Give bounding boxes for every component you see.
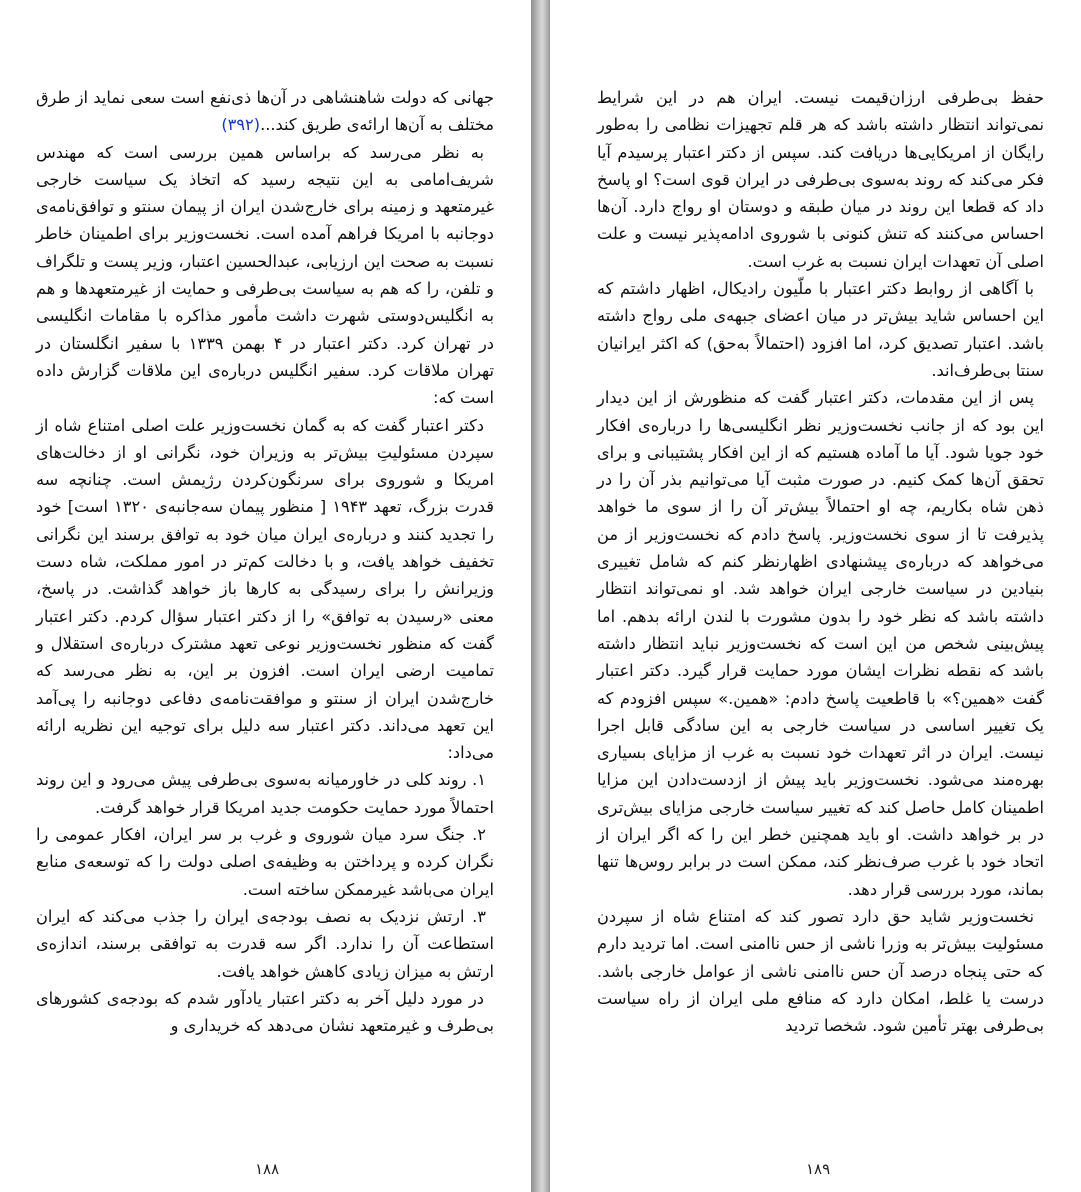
left-paragraph-1 [36, 84, 494, 139]
left-list-item-3: ۳. ارتش نزدیک به نصف بودجه‌ی ایران را جذب می‌کند که ایران استطاعت آن را ندارد. اگر سه قدرت به توافقی برسند، اندازه‌ی ارتش به میزان زیادی کاهش خواهد یافت. [36, 906, 494, 981]
left-paragraph-2: به نظر می‌رسد که براساس همین بررسی است که مهندس شریف‌امامی به این نتیجه رسید که اتخاذ یک سیاست خارجی غیرمتعهد و زمینه برای خارج‌شدن ایران از پیمان سنتو و توافق‌نامه‌ی دوجانبه با امریکا فراهم آمده است. نخست‌وزیر برای اطمینان خاطر نسبت به صحت این ارزیابی، عبدالحسین اعتبار، وزیر پست و تلگراف و تلفن، را که هم به سیاست بی‌طرفی و حمایت از غیرمتعهدها و هم به انگلیس‌دوستی شهرت داشت مأمور مذاکره با مقامات انگلیسی در تهران کرد. دکتر اعتبار در ۴ بهمن ۱۳۳۹ با سفیر انگلستان در تهران ملاقات کرد. سفیر انگلیس درباره‌ی این ملاقات گزارش داده است که: [36, 142, 495, 408]
left-page-number: ۱۸۸ [255, 1160, 280, 1178]
left-page [0, 0, 531, 1192]
left-list-item-1: ۱. روند کلی در خاورمیانه به‌سوی بی‌طرفی پیش می‌رود و این روند احتمالاً مورد حمایت حکومت جدید امریکا قرار خواهد گرفت. [36, 770, 494, 817]
left-page-text [36, 84, 494, 1039]
left-paragraph-7: در مورد دلیل آخر به دکتر اعتبار یادآور شدم که بودجه‌ی کشورهای بی‌طرف و غیرمتعهد نشان می‌دهد که خریداری و [36, 988, 494, 1036]
left-list-item-2: ۲. جنگ سرد میان شوروی و غرب بر سر ایران، افکار عمومی را نگران کرده و پرداختن به وظیفه‌ی اصلی دولت را که توسعه‌ی منابع ایران می‌باشد غیرممکن ساخته است. [36, 825, 494, 899]
right-paragraph-3: پس از این مقدمات، دکتر اعتبار گفت که منظورش از این دیدار این بود که از جانب نخست‌وزیر نظر انگلیسی‌ها را درباره‌ی افکار خود جویا شود. آیا ما آماده هستیم که از این افکار پشتیبانی و برای تحقق آن‌ها کمک کنیم. در صورت مثبت آیا می‌توانیم بذر آن را در ذهن شاه بکاریم، چه او احتمالاً بیش‌تر آن را از سوی ما خواهد پذیرفت تا از سوی نخست‌وزیر. پاسخ دادم که نخست‌وزیر از من می‌خواهد که درباره‌ی پیشنهادی اظهارنظر کنم که شامل تغییری بنیادین در سیاست خارجی ایران خواهد شد. او نمی‌تواند انتظار داشته باشد که نظر خود را بدون مشورت با لندن ارائه بدهم. اما پیش‌بینی شخص من این است که نخست‌وزیر نباید انتظار داشته باشد که نقطه نظرات ایشان مورد حمایت قرار گیرد. دکتر اعتبار گفت «همین؟» با قاطعیت پاسخ دادم: «همین.» سپس افزودم که یک تغییر اساسی در سیاست خارجی به این سادگی قابل اجرا نیست. ایران در اثر تعهدات خود نسبت به غرب از مزایای بسیاری بهره‌مند می‌شود. نخست‌وزیر باید پیش از ازدست‌دادن این مزایا اطمینان کامل حاصل کند که تغییر سیاست خارجی مزایای بیش‌تری در بر خواهد داشت. او باید همچنین خطر این را که اگر ایران از اتحاد خود با غرب صرف‌نظر کند، ممکن است در برابر روس‌ها تنها بماند، مورد بررسی قرار دهد. [597, 388, 1044, 899]
book-gutter [531, 0, 550, 1192]
left-paragraph-3: دکتر اعتبار گفت که به گمان نخست‌وزیر علت اصلی امتناع شاه از سپردن مسئولیتِ بیش‌تر به وزیران خود، نگرانی او از دخالت‌های امریکا و شوروی برای سرنگون‌کردن رژیمش است. چنانچه سه قدرت بزرگ، تعهد ۱۹۴۳ [ منظور پیمان سه‌جانبه‌ی ۱۳۲۰ است] خود را تجدید کنند و درباره‌ی ایران میان خود به توافق برسند این نگرانی تخفیف خواهد یافت، و با دخالت کم‌تر در امور مملکت، شاه دست وزیرانش را برای رسیدگی به کارها باز خواهد گذاشت. در پاسخ، معنی «رسیدن به توافق» را از دکتر اعتبار سؤال کردم. دکتر اعتبار گفت که منظور نخست‌وزیر نوعی تعهد مشترک درباره‌ی استقلال و تمامیت ارضی ایران است. افزون بر این، به نظر می‌رسد که خارج‌شدن ایران از سنتو و موافقت‌نامه‌ی دفاعی دوجانبه را پی‌آمد این تعهد می‌داند. دکتر اعتبار سه دلیل برای توجیه این نظریه ارائه می‌داد: [36, 415, 495, 763]
right-page-text [597, 84, 1044, 1039]
right-paragraph-1: حفظ بی‌طرفی ارزان‌قیمت نیست. ایران هم در این شرایط نمی‌تواند انتظار داشته باشد که هر قلم تجهیزات نظامی را به‌طور رایگان از امریکایی‌ها دریافت کند. سپس از دکتر اعتبار پرسیدم آیا فکر می‌کند که روند به‌سوی بی‌طرفی در ایران قوی است؟ او پاسخ داد که قطعا این روند در میان طبقه و دوستان او رواج دارد. آن‌ها احساس می‌کنند که تنش کنونی با شوروی ادامه‌پذیر نیست و علت اصلی آن تعهدات ایران نسبت به غرب است. [597, 88, 1044, 271]
right-paragraph-4: نخست‌وزیر شاید حق دارد تصور کند که امتناع شاه از سپردن مسئولیت بیش‌تر به وزرا ناشی از حس ناامنی است. اما تردید دارم که حتی پنجاه درصد آن حس ناامنی ناشی از عوامل خارجی باشد. درست یا غلط، امکان دارد که منافع ملی ایران از راه سیاست بی‌طرفی بهتر تأمین شود. شخصا تردید [597, 906, 1044, 1036]
footnote-reference-link[interactable]: (۳۹۲) [221, 115, 261, 135]
left-paragraph-1-text: جهانی که دولت شاهنشاهی در آن‌ها ذی‌نفع است سعی نماید از طرق مختلف به آن‌ها ارائه‌ی طریق کند... [36, 88, 494, 135]
right-paragraph-2: با آگاهی از روابط دکتر اعتبار با ملّیون رادیکال، اظهار داشتم که این احساس شاید بیش‌تر در میان اعضای جبهه‌ی ملی رواج داشته باشد. اعتبار تصدیق کرد، اما افزود (احتمالاً به‌حق) که اکثر ایرانیان سنتا بی‌طرف‌اند. [597, 279, 1044, 380]
right-page-number: ۱۸۹ [806, 1160, 831, 1178]
right-page [550, 0, 1081, 1192]
